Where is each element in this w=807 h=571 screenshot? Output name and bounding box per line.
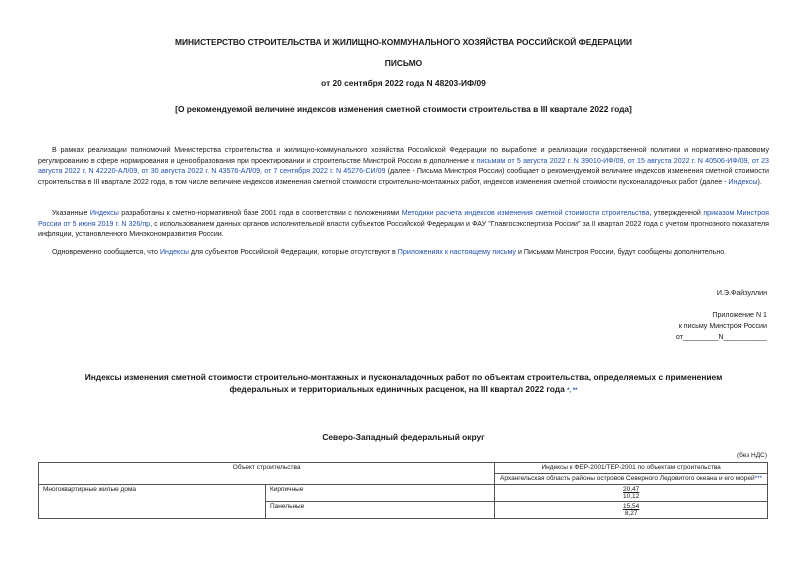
col-indexes-header: Индексы к ФЕР-2001/ТЕР-2001 по объектам строительства — [495, 463, 768, 474]
object-type-cell: Многоквартирные жилые дома — [39, 485, 266, 519]
appendix-title: Приложение N 1 — [712, 311, 767, 319]
vat-note: (без НДС) — [736, 452, 767, 459]
index-table — [38, 462, 768, 519]
footnote-marks[interactable]: *, ** — [567, 388, 578, 394]
material-cell: Панельные — [266, 502, 495, 519]
methodology-link[interactable]: Методики расчета индексов изменения сметной стоимости строительства — [401, 209, 650, 217]
table-row — [39, 485, 768, 502]
index-title: Индексы изменения сметной стоимости строительно-монтажных и пусконаладочных работ по объектам строительства, определяемых с применением федеральных и территориальных единичных расценок, на III квартал 2022 года *, ** — [84, 372, 723, 394]
doc-subject: [О рекомендуемой величине индексов изменения сметной стоимости строительства в III квартале 2022 года] — [175, 104, 632, 114]
doc-type: ПИСЬМО — [384, 58, 423, 68]
appendices-link[interactable]: Приложениях к настоящему письму — [397, 248, 516, 256]
col-object-header: Объект строительства — [39, 463, 495, 485]
paragraph-1: В рамках реализации полномочий Министерства строительства и жилищно-коммунального хозяйства Российской Федерации по выработке и реализации государственной политики и нормативно-правовому регулированию в сфере нормирования и ценообразования при проектировании и строительстве Минстрой России в дополнение к письмам от 5 августа 2022 г. N 39010-ИФ/09, от 15 августа 2022 г. N 40506-ИФ/09, от 23 августа 2022 г. N 42220-АЛ/09, от 30 августа 2022 г. N 43576-АЛ/09, от 7 сентября 2022 г. N 45276-СИ/09 (далее - Письма Минстроя России) сообщает о рекомендуемой величине индексов изменения сметной стоимости строительства в III квартале 2022 года, в том числе величине индексов изменения сметной стоимости строительно-монтажных работ, индексов изменения сметной стоимости пусконаладочных работ (далее - Индексы). — [38, 146, 769, 186]
indexes-link[interactable]: Индексы — [159, 248, 189, 256]
order-link[interactable]: приказом Минстроя России от 5 июня 2019 г. N 326/пр — [38, 209, 769, 228]
paragraph-2: Указанные Индексы разработаны к сметно-нормативной базе 2001 года в соответствии с положениями Методики расчета индексов изменения сметной стоимости строительства, утвержденной приказом Минстроя России от 5 июня 2019 г. N 326/пр, с использованием данных органов исполнительной власти субъектов Российской Федерации и ФАУ "Главгосэкспертиза России" за II квартал 2022 года с учетом прогнозного показателя инфляции, установленного Минэкономразвития России. — [38, 209, 769, 238]
district-title: Северо-Западный федеральный округ — [322, 432, 485, 442]
material-cell: Кирпичные — [266, 485, 495, 502]
date-number: от 20 сентября 2022 года N 48203-ИФ/09 — [321, 78, 486, 88]
indexes-link[interactable]: Индексы — [728, 177, 758, 186]
signature: И.Э.Файзуллин — [716, 289, 767, 297]
letters-link[interactable]: письмам от 5 августа 2022 г. N 39010-ИФ/09, от 15 августа 2022 г. N 40506-ИФ/09, от 23 августа 2022 г. N 42220-АЛ/09, от 30 августа 2022 г. N 43576-АЛ/09, от 7 сентября 2022 г. N 45276-СИ/09 — [38, 156, 769, 175]
ministry-title: МИНИСТЕРСТВО СТРОИТЕЛЬСТВА И ЖИЛИЩНО-КОММУНАЛЬНОГО ХОЗЯЙСТВА РОССИЙСКОЙ ФЕДЕРАЦИИ — [175, 37, 632, 47]
appendix-ref: к письму Минстроя России — [678, 322, 767, 330]
table-header-row — [39, 463, 768, 474]
indexes-link[interactable]: Индексы — [89, 209, 119, 217]
paragraph-3: Одновременно сообщается, что Индексы для субъектов Российской Федерации, которые отсутствуют в Приложениях к настоящему письму и Письмам Минстроя России, будут сообщены дополнительно. — [52, 248, 727, 256]
index-value-cell: 15,54 8,27 — [495, 502, 768, 519]
region-header: Архангельская область районы островов Северного Ледовитого океана и его морей*** — [495, 474, 768, 485]
index-value-cell: 20,47 10,12 — [495, 485, 768, 502]
appendix-date-line: от_________N___________ — [675, 333, 767, 341]
region-footnote[interactable]: *** — [754, 475, 763, 482]
